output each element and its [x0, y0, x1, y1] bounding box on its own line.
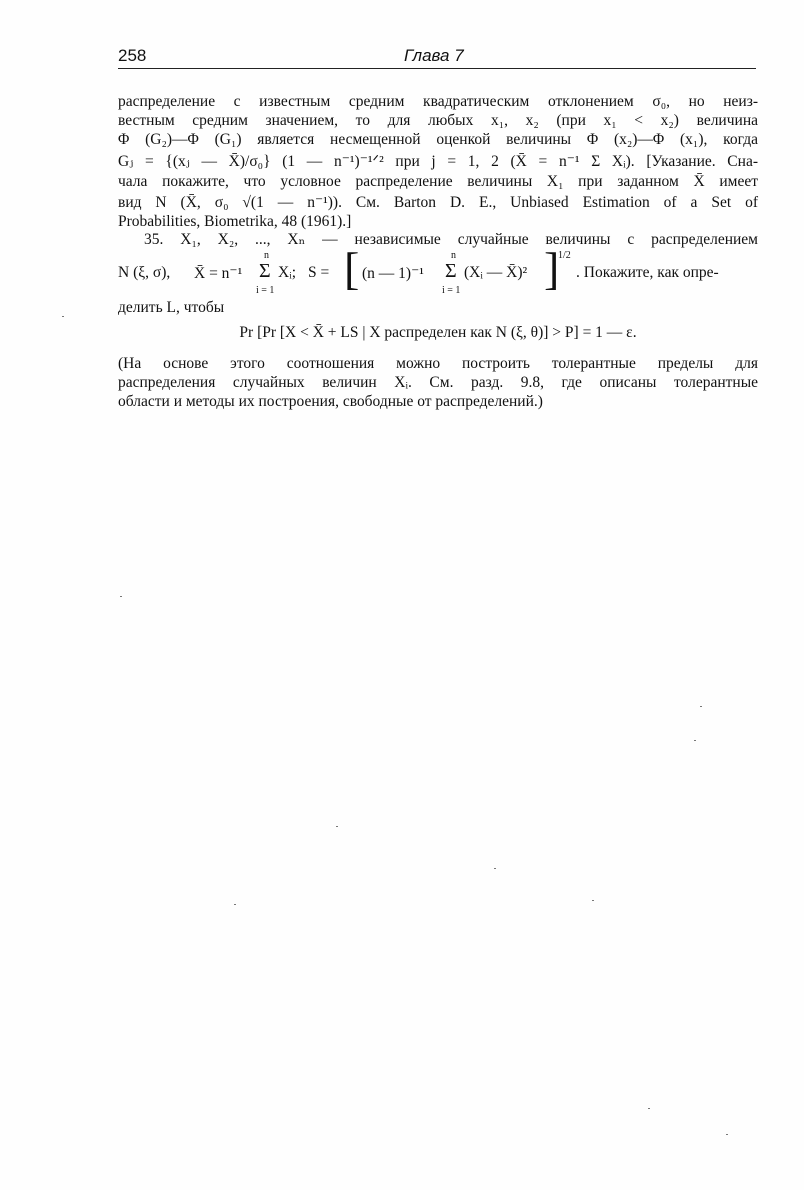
left-bracket: [ [344, 243, 360, 294]
scan-speck [648, 1108, 650, 1109]
paragraph-line: Gⱼ = {(xⱼ — X̄)/σ₀} (1 — n⁻¹)⁻¹ᐟ² при j = 1, 2 (X̄ = n⁻¹ Σ Xᵢ). [Указание. Сна- [118, 153, 758, 170]
page-number: 258 [118, 46, 147, 65]
scan-speck [700, 706, 702, 707]
inner-sum-lower-limit: i = 1 [442, 285, 461, 296]
right-bracket: ] [544, 243, 560, 294]
paragraph-line: вид N (X̄, σ₀ √(1 — n⁻¹)). См. Barton D. E., Unbiased Estimation of a Set of [118, 194, 758, 211]
scan-speck [120, 596, 122, 597]
inner-factor: (n — 1)⁻¹ [362, 265, 424, 282]
s-definition: S = [308, 264, 330, 281]
scan-speck [494, 868, 496, 869]
chapter-title: Глава 7 [404, 46, 464, 65]
paragraph-line: вестным средним значением, то для любых x₁, x₂ (при x₁ < x₂) величина [118, 112, 758, 129]
sum-term: Xᵢ; [278, 264, 297, 281]
note-line: распределения случайных величин Xᵢ. См. разд. 9.8, где описаны толерантные [118, 374, 758, 391]
scan-speck [336, 826, 338, 827]
problem-35-formula-line [118, 243, 758, 298]
sum-symbol: Σ [259, 260, 271, 282]
scan-speck [726, 1134, 728, 1135]
scan-speck [62, 316, 64, 317]
inner-sum-upper-limit: n [451, 250, 456, 261]
note-line: области и методы их построения, свободные от распределений.) [118, 393, 543, 410]
paragraph-line: Probabilities, Biometrika, 48 (1961).] [118, 213, 352, 230]
distribution-notation: N (ξ, σ), [118, 264, 171, 281]
page-header [118, 46, 756, 69]
inner-sum-term: (Xᵢ — X̄)² [464, 264, 528, 281]
scan-speck [694, 740, 696, 741]
mean-definition: X̄ = n⁻¹ [194, 265, 243, 282]
inner-sum-symbol: Σ [445, 260, 457, 282]
exponent-half: 1/2 [558, 250, 571, 261]
scan-speck [592, 900, 594, 901]
formula-tail-text: . Покажите, как опре- [576, 264, 719, 281]
paragraph-line: распределение с известным средним квадратическим отклонением σ₀, но неиз- [118, 93, 758, 110]
problem-35-line: делить L, чтобы [118, 299, 225, 316]
display-formula: Pr [Pr [X < X̄ + LS | X распределен как N (ξ, θ)] > P] = 1 — ε. [239, 324, 637, 341]
scan-speck [234, 904, 236, 905]
sum-upper-limit: n [264, 250, 269, 261]
problem-35-first-line: 35. X₁, X₂, ..., Xₙ — независимые случайные величины с распределением [144, 231, 758, 248]
note-line: (На основе этого соотношения можно построить толерантные пределы для [118, 355, 758, 372]
paragraph-line: чала покажите, что условное распределение величины X₁ при заданном X̄ имеет [118, 173, 758, 190]
paragraph-line: Φ (G₂)—Φ (G₁) является несмещенной оценкой величины Φ (x₂)—Φ (x₁), когда [118, 131, 758, 148]
sum-lower-limit: i = 1 [256, 285, 275, 296]
